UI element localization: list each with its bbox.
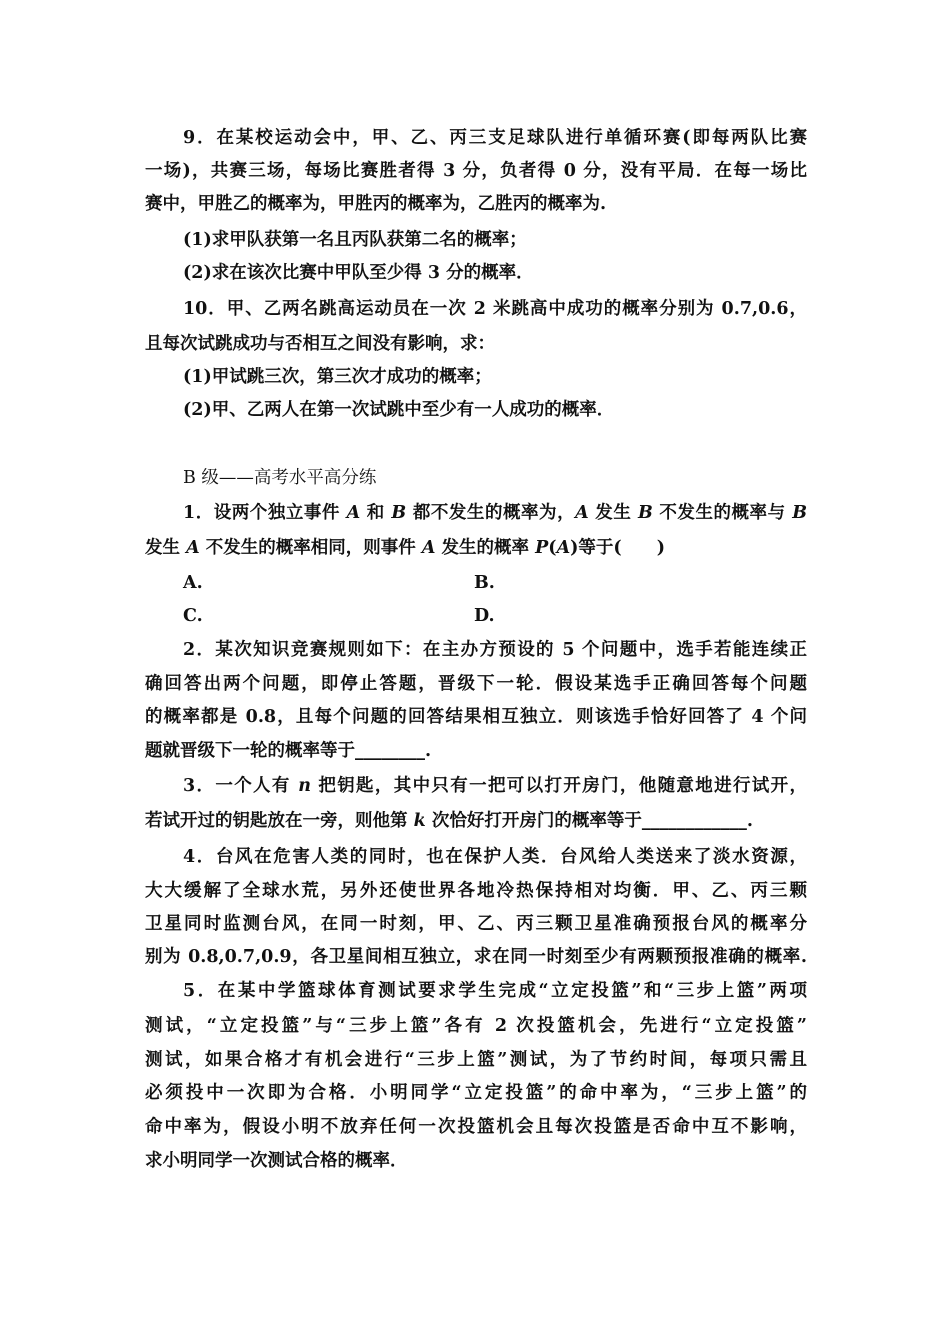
var-b: B xyxy=(792,503,808,523)
b1-text: ( xyxy=(548,538,557,558)
var-a: A xyxy=(575,503,589,523)
b2-line-4: 题就晋级下一轮的概率等于________. xyxy=(145,741,432,761)
var-a: A xyxy=(421,538,436,558)
b4-line-3: 卫星同时监测台风，在同一时刻，甲、乙、丙三颗卫星准确预报台风的概率分 xyxy=(145,914,807,934)
b5-line-5: 命中率为，假设小明不放弃任何一次投篮机会且每次投篮是否命中互不影响， xyxy=(145,1117,807,1137)
q10-part-2: (2)甲、乙两人在第一次试跳中至少有一人成功的概率． xyxy=(183,400,615,420)
var-b: B xyxy=(637,503,653,523)
b1-text: 不发生的概率相同，则事件 xyxy=(199,538,422,558)
q9-part-1: (1)求甲队获第一名且丙队获第二名的概率； xyxy=(183,230,527,250)
b1-text: 发生 xyxy=(145,538,187,558)
q9-part-2: (2)求在该次比赛中甲队至少得 3 分的概率． xyxy=(183,263,534,283)
b1-option-c: C. xyxy=(183,606,203,626)
q10-part-1: (1)甲试跳三次，第三次才成功的概率； xyxy=(183,367,492,387)
var-p: P xyxy=(535,538,549,558)
var-n: n xyxy=(298,776,311,796)
b1-text: 发生 xyxy=(588,503,638,523)
q10-line-2: 且每次试跳成功与否相互之间没有影响，求： xyxy=(145,334,495,354)
q9-line-2: 一场)，共赛三场，每场比赛胜者得 3 分，负者得 0 分，没有平局．在每一场比 xyxy=(145,161,807,181)
b5-line-3: 测试，如果合格才有机会进行“三步上篮”测试，为了节约时间，每项只需且 xyxy=(145,1050,807,1070)
var-a: A xyxy=(346,503,361,523)
b2-line-3: 的概率都是 0.8，且每个问题的回答结果相互独立．则该选手恰好回答了 4 个问 xyxy=(145,707,807,727)
b3-text: 3．一个人有 xyxy=(183,776,299,796)
b5-line-4: 必须投中一次即为合格．小明同学“立定投篮”的命中率为，“三步上篮”的 xyxy=(145,1083,807,1103)
var-b: B xyxy=(391,503,407,523)
b5-line-2: 测试，“立定投篮”与“三步上篮”各有 2 次投篮机会，先进行“立定投篮” xyxy=(145,1016,807,1036)
b4-line-4: 别为 0.8,0.7,0.9，各卫星间相互独立，求在同一时刻至少有两颗预报准确的概率. xyxy=(145,947,807,967)
b1-line-1 xyxy=(183,502,807,524)
b3-text: 次恰好打开房门的概率等于____________. xyxy=(425,811,753,831)
b4-line-1: 4．台风在危害人类的同时，也在保护人类．台风给人类送来了淡水资源， xyxy=(183,847,807,867)
var-k: k xyxy=(413,811,426,831)
b2-line-1: 2．某次知识竞赛规则如下：在主办方预设的 5 个问题中，选手若能连续正 xyxy=(183,640,807,660)
b1-text: )等于( ) xyxy=(570,538,665,558)
b5-line-1: 5．在某中学篮球体育测试要求学生完成“立定投篮”和“三步上篮”两项 xyxy=(183,981,807,1001)
b1-option-a: A. xyxy=(183,573,203,593)
b1-text: 发生的概率 xyxy=(435,538,536,558)
b1-text: 和 xyxy=(360,503,392,523)
b2-line-2: 确回答出两个问题，即停止答题，晋级下一轮．假设某选手正确回答每个问题 xyxy=(145,674,807,694)
b1-line-2 xyxy=(145,537,665,559)
b1-text: 1．设两个独立事件 xyxy=(183,503,347,523)
b5-line-6: 求小明同学一次测试合格的概率． xyxy=(145,1151,408,1171)
var-a: A xyxy=(556,538,571,558)
b3-line-2 xyxy=(145,810,753,832)
q9-line-1: 9．在某校运动会中，甲、乙、丙三支足球队进行单循环赛(即每两队比赛 xyxy=(183,128,807,148)
b1-text: 都不发生的概率为， xyxy=(406,503,576,523)
b1-option-d: D. xyxy=(474,606,495,626)
b3-text: 把钥匙，其中只有一把可以打开房门，他随意地进行试开， xyxy=(310,776,807,796)
b1-text: 不发生的概率与 xyxy=(652,503,793,523)
var-a: A xyxy=(186,538,200,558)
b3-line-1 xyxy=(183,775,807,797)
b1-option-b: B. xyxy=(474,573,495,593)
b3-text: 若试开过的钥匙放在一旁，则他第 xyxy=(145,811,414,831)
q10-line-1: 10．甲、乙两名跳高运动员在一次 2 米跳高中成功的概率分别为 0.7,0.6， xyxy=(183,299,807,319)
q9-line-3: 赛中，甲胜乙的概率为，甲胜丙的概率为，乙胜丙的概率为. xyxy=(145,194,607,214)
b4-line-2: 大大缓解了全球水荒，另外还使世界各地冷热保持相对均衡．甲、乙、丙三颗 xyxy=(145,881,807,901)
section-heading: B 级——高考水平高分练 xyxy=(183,468,377,488)
